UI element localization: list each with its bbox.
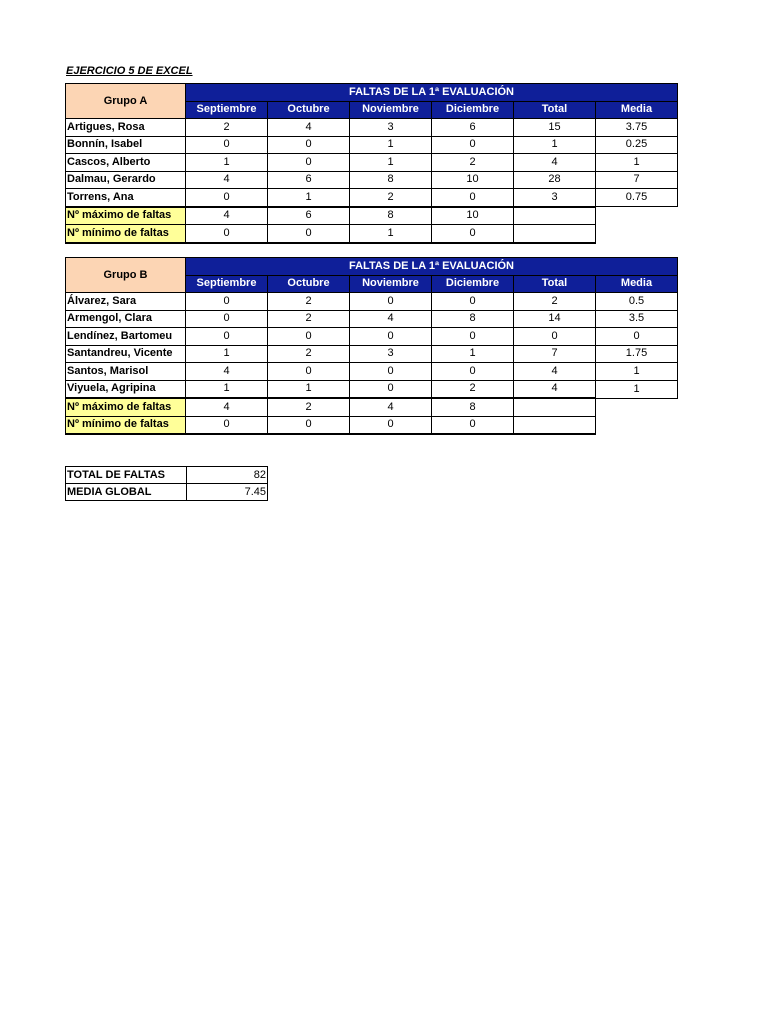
student-row — [66, 171, 678, 189]
max-faltas-row — [66, 207, 678, 225]
value-cell[interactable]: 0 — [186, 189, 268, 207]
value-cell[interactable]: 0 — [350, 293, 432, 311]
media-global-label[interactable]: MEDIA GLOBAL — [66, 484, 187, 501]
min-faltas-row — [66, 416, 678, 434]
empty-cell — [596, 207, 678, 225]
min-value-cell[interactable]: 0 — [268, 225, 350, 243]
value-cell[interactable]: 0 — [596, 328, 678, 346]
student-row — [66, 328, 678, 346]
min-value-cell[interactable]: 0 — [186, 416, 268, 434]
value-cell[interactable]: 1 — [186, 380, 268, 398]
value-cell[interactable]: 2 — [514, 293, 596, 311]
value-cell[interactable]: 4 — [350, 310, 432, 328]
value-cell[interactable]: 0 — [432, 136, 514, 154]
column-header-octubre: Octubre — [268, 275, 350, 293]
student-name-cell[interactable]: Lendínez, Bartomeu — [66, 328, 186, 346]
max-value-cell[interactable]: 8 — [350, 207, 432, 225]
max-value-cell[interactable] — [514, 398, 596, 416]
value-cell[interactable]: 15 — [514, 119, 596, 137]
column-header-total: Total — [514, 275, 596, 293]
column-header-diciembre: Diciembre — [432, 101, 514, 119]
value-cell[interactable]: 3.5 — [596, 310, 678, 328]
column-header-septiembre: Septiembre — [186, 101, 268, 119]
student-row — [66, 119, 678, 137]
band-row — [66, 84, 678, 102]
value-cell[interactable]: 8 — [432, 310, 514, 328]
value-cell[interactable]: 14 — [514, 310, 596, 328]
value-cell[interactable]: 4 — [514, 154, 596, 172]
group-label: Grupo A — [66, 84, 186, 119]
value-cell[interactable]: 1 — [432, 345, 514, 363]
min-value-cell[interactable]: 1 — [350, 225, 432, 243]
empty-cell — [596, 398, 678, 416]
max-value-cell[interactable]: 10 — [432, 207, 514, 225]
summary-table — [65, 466, 268, 501]
student-row — [66, 293, 678, 311]
student-row — [66, 345, 678, 363]
max-faltas-label[interactable]: Nº máximo de faltas — [66, 398, 186, 416]
value-cell[interactable]: 2 — [268, 293, 350, 311]
evaluation-band-header: FALTAS DE LA 1ª EVALUACIÓN — [186, 84, 678, 102]
value-cell[interactable]: 2 — [432, 154, 514, 172]
value-cell[interactable]: 0 — [432, 293, 514, 311]
value-cell[interactable]: 6 — [432, 119, 514, 137]
value-cell[interactable]: 0 — [186, 293, 268, 311]
group-a-table — [65, 83, 678, 244]
student-name-cell[interactable]: Dalmau, Gerardo — [66, 171, 186, 189]
max-faltas-row — [66, 398, 678, 416]
max-value-cell[interactable]: 8 — [432, 398, 514, 416]
value-cell[interactable]: 3 — [350, 345, 432, 363]
value-cell[interactable]: 3 — [350, 119, 432, 137]
value-cell[interactable]: 0 — [514, 328, 596, 346]
min-value-cell[interactable]: 0 — [432, 416, 514, 434]
value-cell[interactable]: 3.75 — [596, 119, 678, 137]
value-cell[interactable]: 0 — [186, 310, 268, 328]
value-cell[interactable]: 10 — [432, 171, 514, 189]
student-name-cell[interactable]: Santos, Marisol — [66, 363, 186, 381]
value-cell[interactable]: 3 — [514, 189, 596, 207]
min-value-cell[interactable] — [514, 225, 596, 243]
group-label: Grupo B — [66, 258, 186, 293]
value-cell[interactable]: 1 — [186, 154, 268, 172]
student-name-cell[interactable]: Artigues, Rosa — [66, 119, 186, 137]
value-cell[interactable]: 2 — [186, 119, 268, 137]
value-cell[interactable]: 28 — [514, 171, 596, 189]
value-cell[interactable]: 0 — [432, 363, 514, 381]
empty-cell — [596, 225, 678, 243]
min-value-cell[interactable] — [514, 416, 596, 434]
student-name-cell[interactable]: Santandreu, Vicente — [66, 345, 186, 363]
column-header-noviembre: Noviembre — [350, 275, 432, 293]
value-cell[interactable]: 4 — [186, 171, 268, 189]
student-row — [66, 380, 678, 398]
value-cell[interactable]: 1 — [268, 189, 350, 207]
sheet-title: EJERCICIO 5 DE EXCEL — [66, 65, 193, 77]
value-cell[interactable]: 4 — [514, 363, 596, 381]
value-cell[interactable]: 0 — [268, 154, 350, 172]
student-row — [66, 189, 678, 207]
value-cell[interactable]: 7 — [596, 171, 678, 189]
min-faltas-label[interactable]: Nº mínimo de faltas — [66, 225, 186, 243]
value-cell[interactable]: 7 — [514, 345, 596, 363]
value-cell[interactable]: 0 — [268, 136, 350, 154]
student-row — [66, 154, 678, 172]
value-cell[interactable]: 0 — [268, 328, 350, 346]
value-cell[interactable]: 0 — [350, 328, 432, 346]
student-row — [66, 363, 678, 381]
value-cell[interactable]: 1 — [514, 136, 596, 154]
min-faltas-row — [66, 225, 678, 243]
total-faltas-label[interactable]: TOTAL DE FALTAS — [66, 467, 187, 484]
min-value-cell[interactable]: 0 — [186, 225, 268, 243]
max-value-cell[interactable]: 4 — [186, 398, 268, 416]
student-name-cell[interactable]: Álvarez, Sara — [66, 293, 186, 311]
value-cell[interactable]: 1 — [186, 345, 268, 363]
max-value-cell[interactable]: 6 — [268, 207, 350, 225]
column-header-noviembre: Noviembre — [350, 101, 432, 119]
value-cell[interactable]: 1 — [596, 380, 678, 398]
student-row — [66, 310, 678, 328]
student-name-cell[interactable]: Bonnín, Isabel — [66, 136, 186, 154]
summary-total-row — [66, 467, 268, 484]
student-name-cell[interactable]: Cascos, Alberto — [66, 154, 186, 172]
summary-media-row — [66, 484, 268, 501]
value-cell[interactable]: 4 — [268, 119, 350, 137]
max-value-cell[interactable] — [514, 207, 596, 225]
value-cell[interactable]: 1 — [596, 363, 678, 381]
value-cell[interactable]: 1 — [350, 154, 432, 172]
value-cell[interactable]: 0.75 — [596, 189, 678, 207]
value-cell[interactable]: 2 — [350, 189, 432, 207]
max-faltas-label[interactable]: Nº máximo de faltas — [66, 207, 186, 225]
min-faltas-label[interactable]: Nº mínimo de faltas — [66, 416, 186, 434]
student-row — [66, 136, 678, 154]
value-cell[interactable]: 1 — [596, 154, 678, 172]
student-name-cell[interactable]: Torrens, Ana — [66, 189, 186, 207]
value-cell[interactable]: 4 — [514, 380, 596, 398]
value-cell[interactable]: 0 — [186, 328, 268, 346]
column-header-total: Total — [514, 101, 596, 119]
value-cell[interactable]: 1 — [350, 136, 432, 154]
min-value-cell[interactable]: 0 — [268, 416, 350, 434]
value-cell[interactable]: 8 — [350, 171, 432, 189]
value-cell[interactable]: 0 — [350, 380, 432, 398]
value-cell[interactable]: 2 — [432, 380, 514, 398]
student-name-cell[interactable]: Viyuela, Agripina — [66, 380, 186, 398]
evaluation-band-header: FALTAS DE LA 1ª EVALUACIÓN — [186, 258, 678, 276]
column-header-octubre: Octubre — [268, 101, 350, 119]
value-cell[interactable]: 0 — [268, 363, 350, 381]
value-cell[interactable]: 2 — [268, 310, 350, 328]
column-header-septiembre: Septiembre — [186, 275, 268, 293]
total-faltas-value[interactable]: 82 — [187, 467, 268, 484]
value-cell[interactable]: 4 — [186, 363, 268, 381]
band-row — [66, 258, 678, 276]
value-cell[interactable]: 1.75 — [596, 345, 678, 363]
value-cell[interactable]: 2 — [268, 345, 350, 363]
max-value-cell[interactable]: 2 — [268, 398, 350, 416]
student-name-cell[interactable]: Armengol, Clara — [66, 310, 186, 328]
value-cell[interactable]: 0.5 — [596, 293, 678, 311]
media-global-value[interactable]: 7.45 — [187, 484, 268, 501]
value-cell[interactable]: 6 — [268, 171, 350, 189]
empty-cell — [596, 416, 678, 434]
group-b-table — [65, 257, 678, 435]
value-cell[interactable]: 0.25 — [596, 136, 678, 154]
max-value-cell[interactable]: 4 — [186, 207, 268, 225]
value-cell[interactable]: 0 — [350, 363, 432, 381]
column-header-media: Media — [596, 101, 678, 119]
max-value-cell[interactable]: 4 — [350, 398, 432, 416]
value-cell[interactable]: 0 — [432, 328, 514, 346]
value-cell[interactable]: 1 — [268, 380, 350, 398]
value-cell[interactable]: 0 — [186, 136, 268, 154]
min-value-cell[interactable]: 0 — [350, 416, 432, 434]
column-header-media: Media — [596, 275, 678, 293]
value-cell[interactable]: 0 — [432, 189, 514, 207]
min-value-cell[interactable]: 0 — [432, 225, 514, 243]
column-header-diciembre: Diciembre — [432, 275, 514, 293]
